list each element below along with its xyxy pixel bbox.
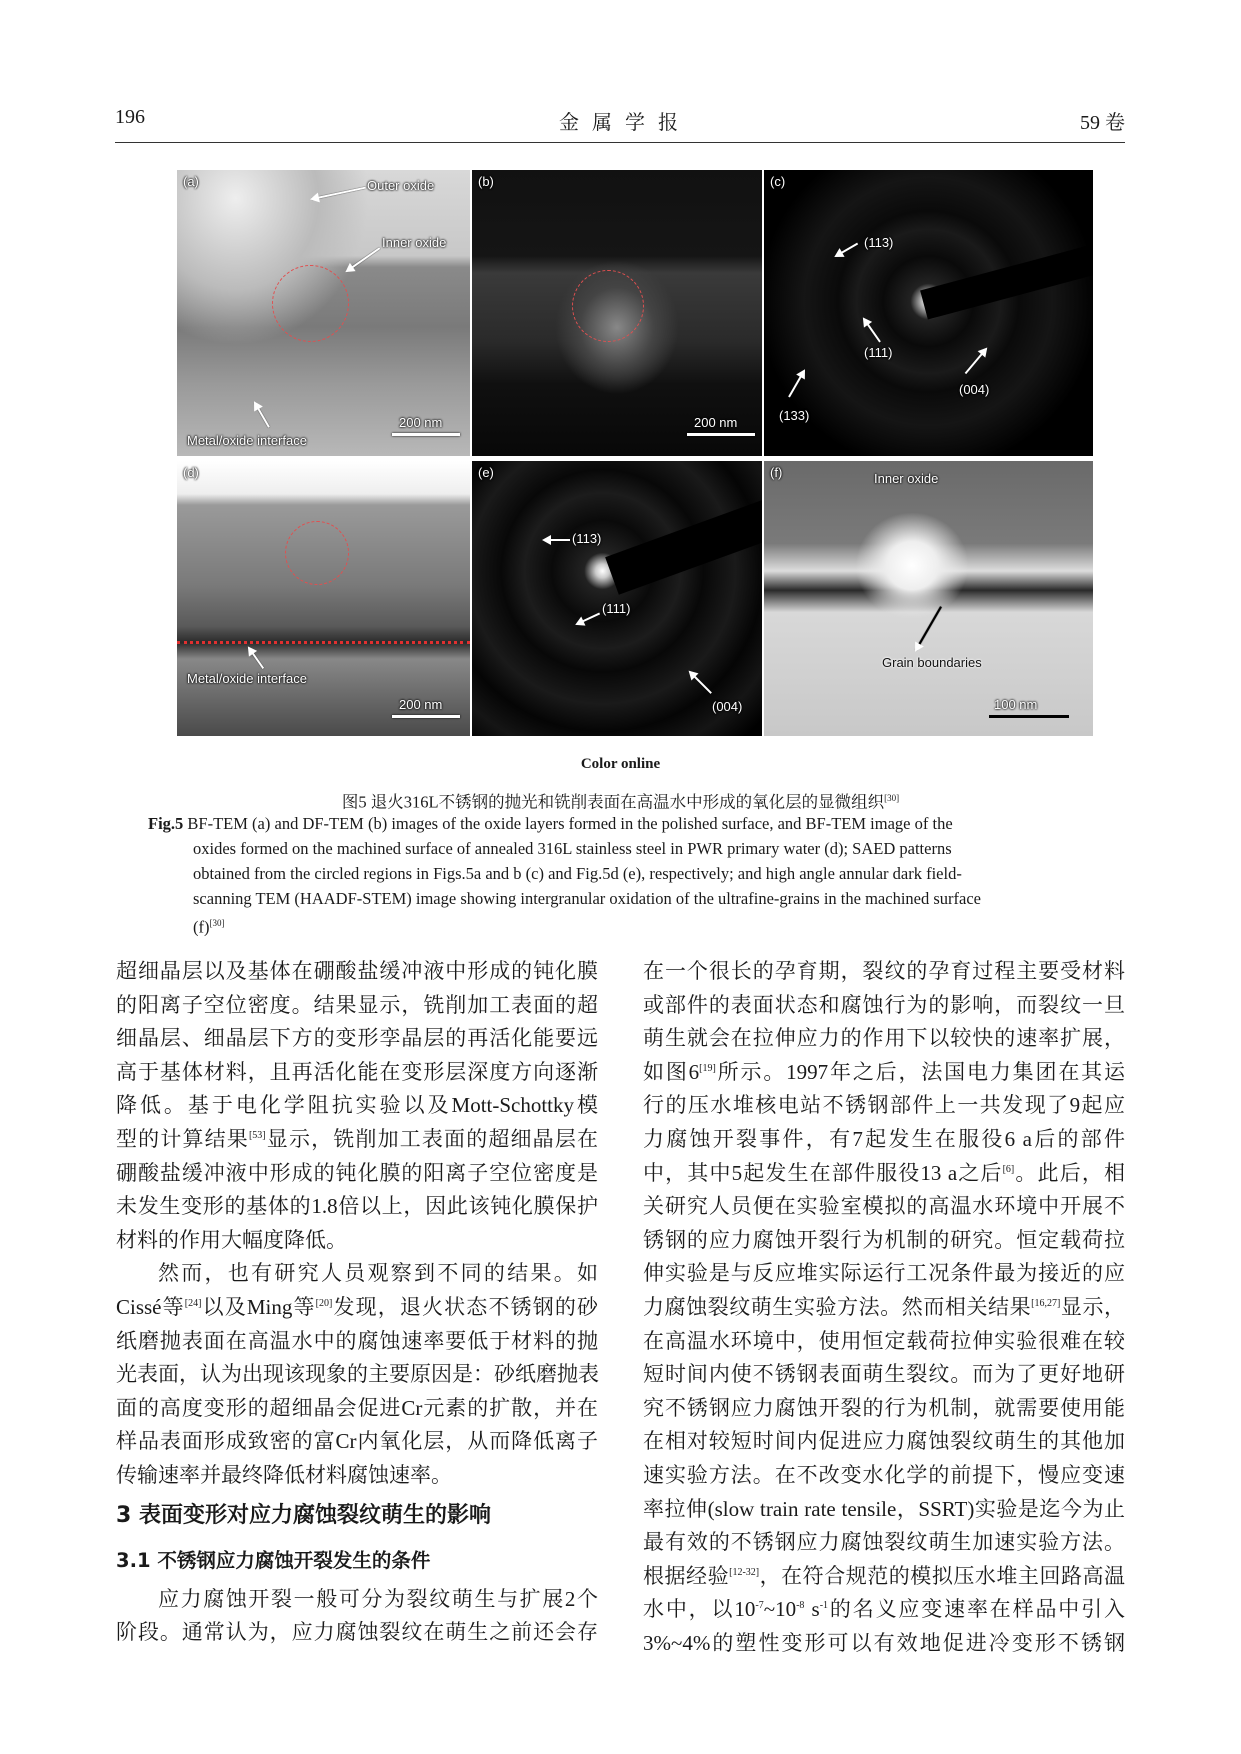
header-rule (115, 142, 1125, 143)
text-line (116, 1157, 598, 1191)
line-text: 力腐蚀裂纹萌生实验方法。然而相关结果 (643, 1294, 1032, 1319)
text-line (643, 1190, 1125, 1224)
arrow-icon (577, 613, 601, 625)
scale-label: 100 nm (994, 697, 1038, 712)
volume: 59 卷 (1080, 112, 1125, 134)
line-text: 萌生就会在拉伸应力的作用下以较快的速率扩展， (643, 1026, 1125, 1051)
line-text: 然而，也有研究人员观察到不同的结果。如 (158, 1261, 598, 1286)
line-text: 光表面，认为出现该现象的主要原因是：砂纸磨抛表 (116, 1362, 599, 1387)
scale-bar (687, 433, 755, 436)
text-line (643, 1123, 1125, 1157)
line-text: 行的压水堆核电站不锈钢部件上一共发现了9起应 (643, 1093, 1125, 1118)
line-text: 型的计算结果 (116, 1126, 249, 1151)
line-text: 未发生变形的基体的1.8倍以上，因此该钝化膜保护 (116, 1194, 598, 1219)
scale-label: 200 nm (694, 415, 738, 430)
arrow-icon (836, 243, 859, 257)
panel-letter: (a) (183, 174, 199, 189)
label-inner-oxide: Inner oxide (382, 235, 447, 250)
text-line (116, 1358, 598, 1392)
line-text: 力腐蚀开裂事件，有7起发生在服役6 a后的部件 (643, 1126, 1125, 1151)
text-line (643, 1392, 1125, 1426)
scale-label: 200 nm (399, 415, 443, 430)
label-grain-boundaries: Grain boundaries (882, 655, 982, 670)
text-line (116, 1123, 598, 1157)
text-line (116, 1616, 598, 1650)
text-line (643, 955, 1125, 989)
citation-ref: [6] (1002, 1163, 1015, 1175)
line-text: 阶段。通常认为，应力腐蚀裂纹在萌生之前还会存 (116, 1620, 598, 1645)
line-text: 关研究人员便在实验室模拟的高温水环境中开展不 (643, 1194, 1125, 1219)
arrow-icon (312, 187, 366, 200)
text-line (116, 1022, 598, 1056)
citation-ref: [12-32] (729, 1566, 760, 1578)
line-text: 发现，退火状态不锈钢的砂 (332, 1294, 599, 1319)
arrow-icon (248, 647, 264, 669)
page-number: 196 (115, 106, 145, 128)
figure-caption-en (148, 811, 1093, 940)
line-text: 超细晶层以及基体在硼酸盐缓冲液中形成的钝化膜 (116, 959, 598, 983)
line-text: ，在符合规范的模拟压水堆主回路高温 (759, 1563, 1126, 1588)
arrow-icon (788, 371, 805, 398)
spot-label: (111) (602, 601, 631, 616)
citation-ref: -7 (755, 1600, 764, 1612)
line-text: 材料的作用大幅度降低。 (116, 1227, 347, 1252)
subsection-heading (116, 1539, 598, 1583)
text-line (116, 1257, 598, 1291)
citation-ref: [16,27] (1031, 1297, 1061, 1309)
arrow-icon (689, 671, 712, 694)
spot-label: (111) (864, 345, 893, 360)
text-line (643, 1358, 1125, 1392)
scale-bar (392, 715, 460, 718)
text-line (643, 1056, 1125, 1090)
circled-region (572, 270, 644, 342)
line-text: 所示。1997年之后，法国电力集团在其运 (715, 1059, 1126, 1084)
panel-letter: (f) (770, 465, 783, 480)
text-line (116, 1459, 598, 1493)
panel-f-haadf-stem (764, 461, 1093, 736)
text-line (116, 1089, 598, 1123)
section-heading (116, 1493, 598, 1539)
text-line (116, 1190, 598, 1224)
line-text: 速实验方法。在不改变水化学的前提下，慢应变速 (643, 1462, 1125, 1487)
spot-label: (004) (959, 382, 990, 397)
body-column-left (116, 955, 598, 1650)
line-text: 显示，铣削加工表面的超细晶层在 (265, 1126, 599, 1151)
text-line (643, 1089, 1125, 1123)
text-line (116, 1056, 598, 1090)
citation-ref: [19] (699, 1062, 716, 1074)
line-text: 根据经验 (643, 1563, 730, 1588)
panel-b-df-tem (472, 170, 762, 456)
line-text: 细晶层、细晶层下方的变形孪晶层的再活化能要远 (116, 1026, 598, 1051)
text-line (116, 955, 598, 989)
text-line (116, 1224, 598, 1258)
line-text: 显示， (1060, 1294, 1126, 1319)
beam-stop (920, 244, 1093, 320)
text-line (643, 1325, 1125, 1359)
caption-en-line: (f) (193, 917, 210, 937)
line-text: Cissé等 (116, 1294, 185, 1319)
arrow-icon (346, 247, 380, 272)
caption-zh-ref: [30] (884, 793, 900, 803)
line-text: 在一个很长的孕育期，裂纹的孕育过程主要受材料 (643, 959, 1125, 983)
spot-label: (004) (712, 699, 743, 714)
figure-5 (177, 170, 1093, 736)
spot-label: (133) (779, 408, 810, 423)
citation-ref: [20] (315, 1297, 333, 1309)
line-text: 在相对较短时间内促进应力腐蚀裂纹萌生的其他加 (643, 1429, 1125, 1454)
arrow-icon (544, 539, 570, 541)
spot-label: (113) (572, 531, 602, 546)
caption-en-line: obtained from the circled regions in Figs.5a and b (c) and Fig.5d (e), respectively; and high angle annular dark field- (193, 864, 962, 883)
line-text: 伸实验是与反应堆实际运行工况条件最为接近的应 (643, 1261, 1125, 1286)
line-text: 3.1 不锈钢应力腐蚀开裂发生的条件 (116, 1548, 431, 1572)
line-text: 或部件的表面状态和腐蚀行为的影响，而裂纹一旦 (643, 992, 1125, 1017)
line-text: 硼酸盐缓冲液中形成的钝化膜的阳离子空位密度是 (116, 1160, 598, 1185)
text-line (116, 1583, 598, 1617)
line-text: 。此后，相 (1014, 1160, 1126, 1185)
text-line (116, 1291, 598, 1325)
interface-line (177, 641, 470, 644)
line-text: 究不锈钢应力腐蚀开裂的行为机制，就需要使用能 (643, 1395, 1125, 1420)
line-text: ~10 (763, 1597, 797, 1622)
line-text: 以及Ming等 (201, 1294, 316, 1319)
line-text: 短时间内使不锈钢表面萌生裂纹。而为了更好地研 (643, 1362, 1125, 1387)
caption-zh-text: 图5 退火316L不锈钢的抛光和铣削表面在高温水中形成的氧化层的显微组织 (341, 792, 885, 812)
caption-en-line: BF-TEM (a) and DF-TEM (b) images of the oxide layers formed in the polished surface, and BF-TEM image of the (183, 814, 953, 833)
line-text: 的阳离子空位密度。结果显示，铣削加工表面的超 (116, 992, 598, 1017)
spot-label: (113) (864, 235, 894, 250)
caption-en-ref: [30] (209, 918, 225, 928)
line-text: 中，其中5起发生在部件服役13 a之后 (643, 1160, 1003, 1185)
scale-label: 200 nm (399, 697, 443, 712)
line-text: 样品表面形成致密的富Cr内氧化层，从而降低离子 (116, 1429, 598, 1454)
citation-ref: -1 (819, 1600, 829, 1612)
line-text: 3%~4%的塑性变形可以有效地促进冷变形不锈钢 (643, 1630, 1125, 1655)
line-text: 最有效的不锈钢应力腐蚀裂纹萌生加速实验方法。 (643, 1530, 1125, 1555)
line-text: 降低。基于电化学阻抗实验以及Mott-Schottky模 (116, 1093, 598, 1118)
text-line (643, 1560, 1125, 1594)
label-outer-oxide: Outer oxide (367, 178, 435, 193)
arrow-icon (254, 403, 270, 428)
line-text: 传输速率并最终降低材料腐蚀速率。 (116, 1462, 452, 1487)
text-line (116, 1325, 598, 1359)
arrow-icon (915, 606, 942, 650)
panel-e-saed (472, 461, 762, 736)
label-metal-oxide-interface: Metal/oxide interface (187, 433, 307, 448)
panel-letter: (b) (478, 174, 494, 189)
citation-ref: [53] (248, 1129, 266, 1141)
scale-bar (392, 433, 460, 436)
citation-ref: [24] (184, 1297, 202, 1309)
line-text: 的名义应变速率在样品中引入 (828, 1597, 1125, 1622)
line-text: 应力腐蚀开裂一般可分为裂纹萌生与扩展2个 (158, 1586, 598, 1611)
scale-bar (989, 715, 1069, 718)
text-line (643, 1425, 1125, 1459)
body-column-right (643, 955, 1125, 1660)
caption-en-line: oxides formed on the machined surface of annealed 316L stainless steel in PWR primary water (d); SAED patterns (193, 839, 952, 858)
text-line (643, 1224, 1125, 1258)
text-line (643, 1022, 1125, 1056)
panel-c-saed (764, 170, 1093, 456)
circled-region (272, 265, 349, 342)
panel-a-bf-tem (177, 170, 470, 456)
text-line (643, 1493, 1125, 1527)
color-online-note: Color online (580, 756, 661, 772)
text-line (643, 1593, 1125, 1627)
text-line (643, 1627, 1125, 1661)
line-text: 如图6 (643, 1059, 700, 1084)
arrow-icon (965, 348, 987, 374)
line-text: s (804, 1597, 820, 1622)
label-inner-oxide: Inner oxide (874, 471, 939, 486)
text-line (643, 989, 1125, 1023)
line-text: 水中，以10 (643, 1597, 756, 1622)
caption-en-line: scanning TEM (HAADF-STEM) image showing intergranular oxidation of the ultrafine-grains in the machined surface (193, 889, 981, 908)
line-text: 面的高度变形的超细晶会促进Cr元素的扩散，并在 (116, 1395, 598, 1420)
beam-stop (605, 499, 762, 595)
line-text: 率拉伸(slow train rate tensile，SSRT)实验是迄今为止 (643, 1496, 1125, 1521)
text-line (643, 1257, 1125, 1291)
line-text: 3 表面变形对应力腐蚀裂纹萌生的影响 (116, 1502, 491, 1528)
label-metal-oxide-interface: Metal/oxide interface (187, 671, 307, 686)
line-text: 高于基体材料，且再活化能在变形层深度方向逐渐 (116, 1059, 598, 1084)
citation-ref: -8 (796, 1600, 805, 1612)
journal-name: 金 属 学 报 (559, 112, 682, 134)
text-line (116, 1392, 598, 1426)
text-line (643, 1157, 1125, 1191)
line-text: 锈钢的应力腐蚀开裂行为机制的研究。恒定载荷拉 (643, 1227, 1125, 1252)
text-line (643, 1459, 1125, 1493)
panel-letter: (e) (478, 465, 494, 480)
line-text: 在高温水环境中，使用恒定载荷拉伸实验很难在较 (643, 1328, 1125, 1353)
text-line (643, 1291, 1125, 1325)
caption-en-label: Fig.5 (148, 814, 184, 833)
circled-region (285, 521, 349, 585)
text-line (116, 1425, 598, 1459)
panel-letter: (d) (183, 465, 199, 480)
panel-d-bf-tem (177, 461, 470, 736)
text-line (116, 989, 598, 1023)
text-line (643, 1526, 1125, 1560)
line-text: 纸磨抛表面在高温水中的腐蚀速率要低于材料的抛 (116, 1328, 598, 1353)
arrow-icon (863, 318, 881, 342)
panel-letter: (c) (770, 174, 786, 189)
